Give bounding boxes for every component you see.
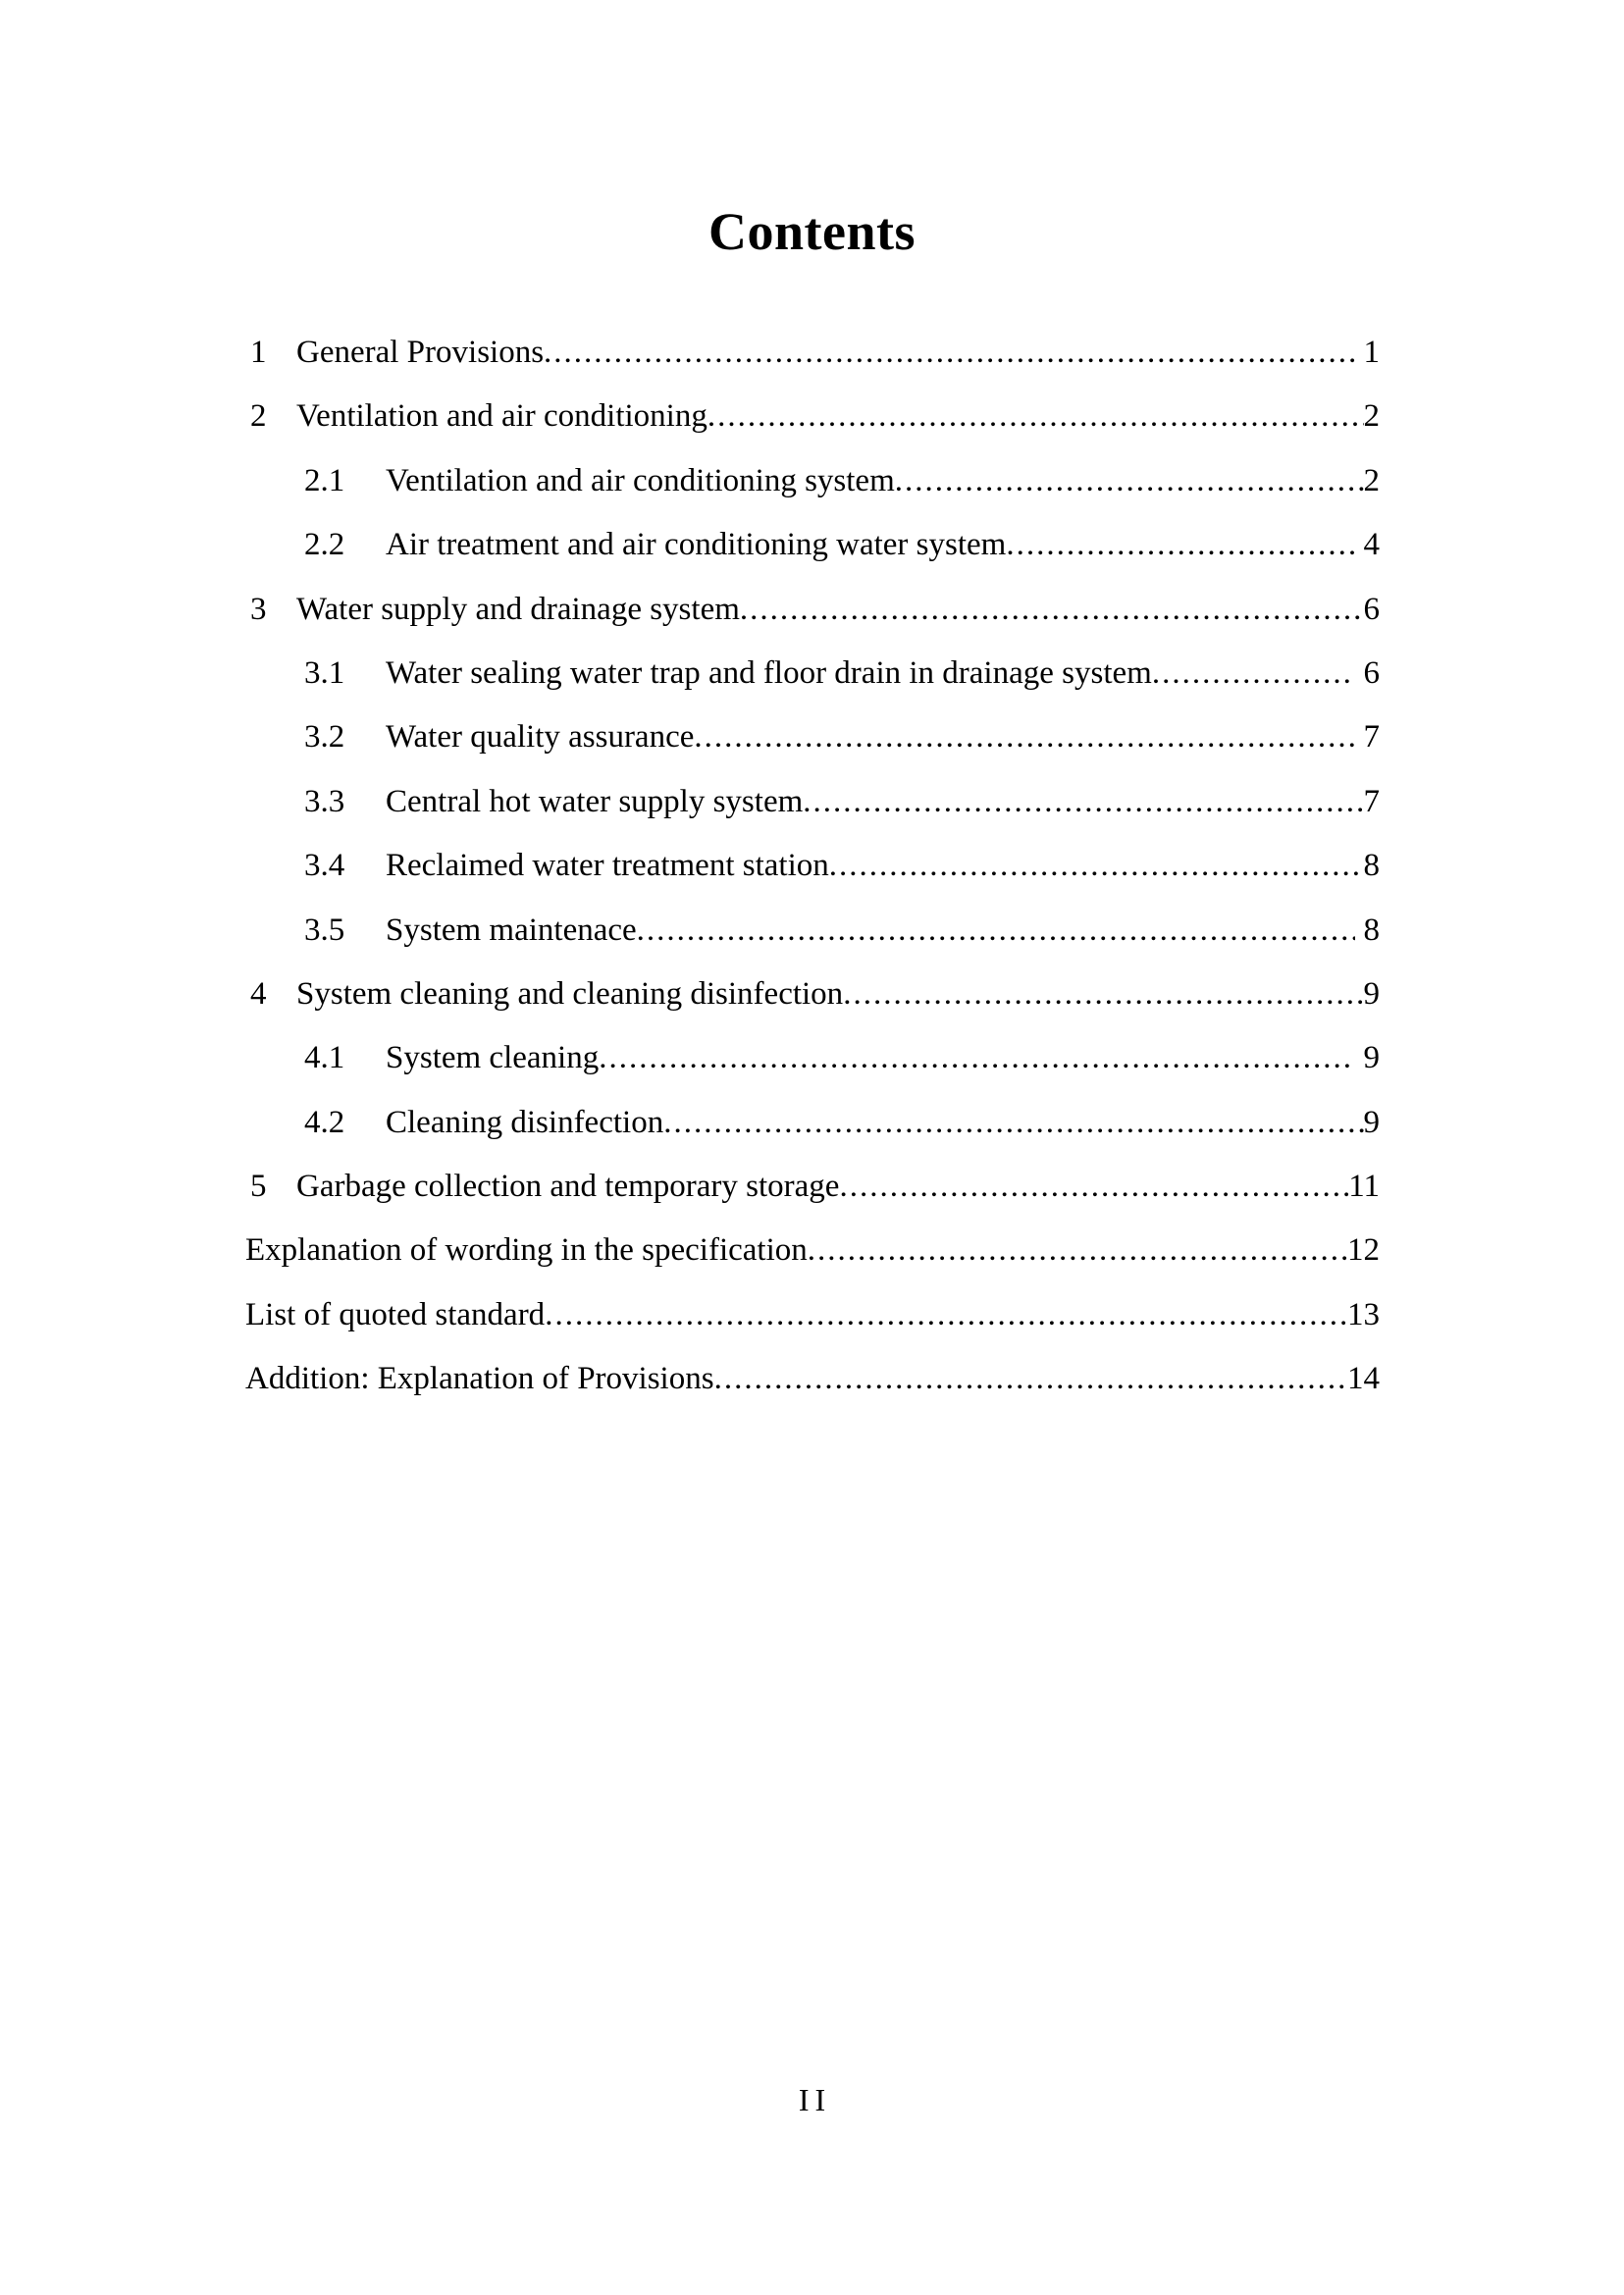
toc-entry-page: 8 [1363, 848, 1380, 884]
toc-leader-dots [544, 334, 1355, 371]
table-of-contents [245, 334, 1380, 1425]
toc-leader-dots [1006, 526, 1355, 563]
toc-entry-page: 9 [1363, 975, 1380, 1012]
toc-entry [245, 591, 1380, 654]
toc-entry [245, 975, 1380, 1039]
toc-entry [245, 397, 1380, 461]
toc-entry-number: 2.2 [304, 527, 345, 563]
toc-entry-page: 11 [1348, 1169, 1380, 1205]
toc-leader-dots [1152, 654, 1355, 692]
toc-entry-page: 13 [1347, 1296, 1380, 1332]
toc-entry-title: System cleaning and cleaning disinfection [296, 975, 844, 1012]
toc-leader-dots [803, 783, 1363, 820]
toc-entry-title: Water supply and drainage system [296, 591, 740, 627]
toc-entry [245, 912, 1380, 975]
toc-entry-title: List of quoted standard [245, 1296, 546, 1332]
toc-entry-number: 4 [250, 975, 267, 1012]
toc-entry [245, 334, 1380, 397]
toc-entry-title: Garbage collection and temporary storage [296, 1169, 840, 1205]
toc-entry-title: Explanation of wording in the specification [245, 1232, 808, 1269]
toc-entry-title: System maintenace [386, 912, 637, 948]
toc-entry-number: 3 [250, 591, 267, 627]
toc-entry-number: 3.3 [304, 783, 345, 819]
toc-entry-title: Central hot water supply system [386, 783, 804, 819]
toc-leader-dots [663, 1104, 1363, 1141]
toc-entry-page: 9 [1355, 1040, 1380, 1076]
toc-entry-title: Addition: Explanation of Provisions [245, 1361, 714, 1397]
toc-entry-page: 1 [1355, 335, 1380, 370]
toc-leader-dots [545, 1296, 1347, 1333]
toc-entry-page: 6 [1355, 654, 1380, 691]
page-title: Contents [707, 202, 916, 261]
toc-entry-number: 2.1 [304, 462, 345, 498]
toc-leader-dots [839, 1168, 1348, 1205]
toc-leader-dots [740, 591, 1364, 628]
toc-entry [245, 1039, 1380, 1103]
toc-entry-page: 9 [1363, 1104, 1380, 1140]
toc-entry [245, 718, 1380, 782]
toc-entry-title: Ventilation and air conditioning system [386, 462, 895, 498]
toc-entry-number: 3.5 [304, 912, 345, 948]
toc-leader-dots [637, 912, 1356, 949]
toc-entry-number: 3.2 [304, 719, 345, 756]
toc-entry-title: Ventilation and air conditioning [296, 398, 707, 435]
toc-leader-dots [895, 462, 1364, 499]
toc-entry-page: 2 [1363, 398, 1380, 435]
toc-entry-page: 4 [1355, 527, 1380, 563]
toc-entry [245, 462, 1380, 526]
toc-entry [245, 1104, 1380, 1168]
toc-entry-title: Air treatment and air conditioning water system [386, 527, 1007, 563]
toc-entry [245, 1168, 1380, 1231]
toc-leader-dots [843, 975, 1363, 1013]
toc-entry [245, 1360, 1380, 1424]
toc-entry-title: Cleaning disinfection [386, 1104, 664, 1140]
toc-entry-number: 4.1 [304, 1040, 345, 1076]
toc-entry-number: 1 [250, 335, 267, 370]
toc-entry-title: Water sealing water trap and floor drain in drainage system [386, 654, 1152, 691]
toc-entry-page: 8 [1355, 912, 1380, 948]
toc-entry-page: 7 [1363, 783, 1380, 819]
toc-leader-dots [808, 1231, 1347, 1269]
toc-entry-page: 12 [1347, 1232, 1380, 1269]
toc-entry [245, 847, 1380, 911]
toc-leader-dots [829, 847, 1364, 884]
toc-entry-number: 2 [250, 398, 267, 435]
toc-entry [245, 783, 1380, 847]
toc-leader-dots [707, 397, 1364, 435]
toc-entry-title: Reclaimed water treatment station [386, 848, 829, 884]
toc-entry-page: 7 [1355, 719, 1380, 756]
toc-entry-number: 3.1 [304, 654, 345, 691]
toc-entry [245, 1296, 1380, 1360]
toc-leader-dots [694, 718, 1355, 756]
footer-page-number: II [798, 2082, 832, 2117]
toc-entry-title: Water quality assurance [386, 719, 695, 756]
toc-leader-dots [714, 1360, 1347, 1397]
toc-entry-number: 4.2 [304, 1104, 345, 1140]
toc-entry-number: 3.4 [304, 848, 345, 884]
toc-entry-title: General Provisions [296, 335, 545, 370]
toc-entry-title: System cleaning [386, 1040, 600, 1076]
toc-leader-dots [599, 1039, 1355, 1076]
toc-entry-page: 2 [1363, 462, 1380, 498]
toc-entry-number: 5 [250, 1169, 267, 1205]
toc-entry [245, 526, 1380, 590]
toc-entry [245, 1231, 1380, 1295]
toc-entry [245, 654, 1380, 718]
toc-entry-page: 14 [1347, 1361, 1380, 1397]
toc-entry-page: 6 [1363, 591, 1380, 627]
